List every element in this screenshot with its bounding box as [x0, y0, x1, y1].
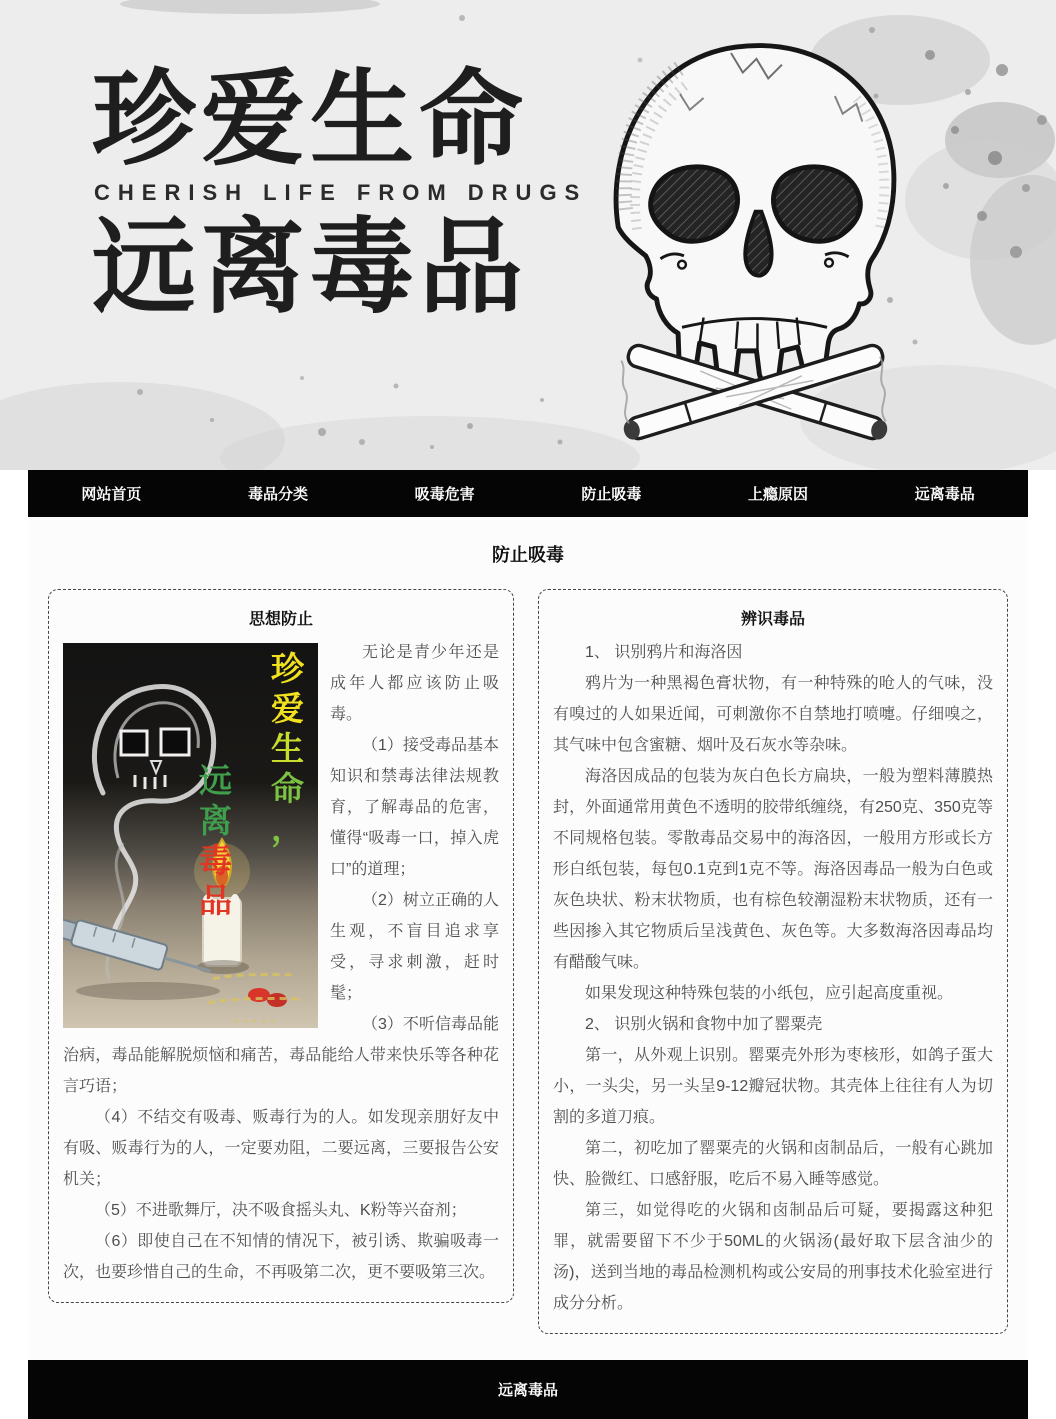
footer: [28, 1360, 1028, 1419]
nav-item-drug-harm[interactable]: 吸毒危害: [414, 486, 475, 503]
right-paragraph: 第一，从外观上识别。罂粟壳外形为枣核形，如鸽子蛋大小，一头尖，另一头呈9-12瓣冠状物。其壳体上往往有人为切割的多道刀痕。: [553, 1047, 993, 1126]
banner-slogan: [92, 62, 587, 327]
nav-item-prevent-drug-use[interactable]: 防止吸毒: [581, 486, 642, 503]
page-title: 防止吸毒: [492, 545, 564, 565]
banner-title-line1: 珍爱生命: [92, 62, 529, 178]
right-paragraph: 第二，初吃加了罂粟壳的火锅和卤制品后，一般有心跳加快、脸微红、口感舒服，吃后不易入睡等感觉。: [553, 1140, 993, 1188]
right-paragraph: 1、 识别鸦片和海洛因: [585, 644, 743, 661]
left-paragraph: （1）接受毒品基本知识和禁毒法律法规教育，了解毒品的危害，懂得“吸毒一口，掉入虎口”的道理；: [330, 737, 499, 878]
right-paragraph: 第三，如觉得吃的火锅和卤制品后可疑，要揭露这种犯罪，就需要留下不少于50ML的火锅汤(最好取下层含油少的汤)，送到当地的毒品检测机构或公安局的刑事技术化验室进行成分分析。: [553, 1202, 993, 1312]
banner-title-line2: 远离毒品: [92, 210, 529, 327]
panel-thought-prevention: [48, 589, 514, 1303]
poster-vertical-text-column2: 远 离 毒 品: [199, 762, 232, 919]
nav-item-drug-categories[interactable]: 毒品分类: [248, 486, 309, 503]
main-content: [28, 517, 1028, 1360]
hero-banner: [0, 0, 1056, 470]
anti-drug-poster-image: [63, 643, 318, 1028]
left-paragraph: （5）不进歌舞厅，决不吸食摇头丸、K粉等兴奋剂；: [95, 1202, 467, 1219]
panel-left-heading: 思想防止: [248, 611, 313, 628]
left-paragraph: （2）树立正确的人生观，不盲目追求享受，寻求刺激，赶时髦；: [330, 892, 499, 1002]
footer-label: 远离毒品: [497, 1382, 558, 1399]
left-paragraph: （3）不听信毒品能治病，毒品能解脱烦恼和痛苦，毒品能给人带来快乐等各种花言巧语；: [63, 1016, 499, 1095]
panel-right-heading: 辨识毒品: [740, 611, 805, 628]
banner-subtitle: CHERISH LIFE FROM DRUGS: [94, 180, 588, 206]
nav-item-home[interactable]: 网站首页: [81, 486, 142, 503]
left-paragraph: 无论是青少年还是成年人都应该防止吸毒。: [330, 644, 499, 723]
main-nav: [28, 470, 1028, 517]
right-paragraph: 海洛因成品的包装为灰白色长方扁块，一般为塑料薄膜热封，外面通常用黄色不透明的胶带纸缠绕，有250克、350克等不同规格包装。零散毒品交易中的海洛因，一般用方形或长方形白纸包装，每包0.1克到1克不等。海洛因毒品一般为白色或灰色块状、粉末状物质，也有棕色较潮湿粉末状物质，还有一些因掺入其它物质后呈浅黄色、灰色等。大多数海洛因毒品均有醋酸气味。: [553, 768, 993, 971]
left-paragraph: （6）即使自己在不知情的情况下，被引诱、欺骗吸毒一次，也要珍惜自己的生命，不再吸第二次，更不要吸第三次。: [63, 1233, 499, 1281]
poster-vertical-text-column1: 珍 爱 生 命 ，: [271, 650, 304, 847]
right-paragraph: 如果发现这种特殊包装的小纸包，应引起高度重视。: [585, 985, 954, 1002]
right-paragraph: 2、 识别火锅和食物中加了罂粟壳: [585, 1016, 823, 1033]
nav-item-stay-away-drugs[interactable]: 远离毒品: [914, 486, 975, 503]
nav-item-addiction-causes[interactable]: 上瘾原因: [748, 486, 809, 503]
content-columns: [28, 589, 1028, 1334]
left-paragraph: （4）不结交有吸毒、贩毒行为的人。如发现亲朋好友中有吸、贩毒行为的人，一定要劝阻，二要远离，三要报告公安机关；: [63, 1109, 499, 1188]
panel-identify-drugs: [538, 589, 1008, 1334]
right-paragraph: 鸦片为一种黑褐色膏状物，有一种特殊的呛人的气味，没有嗅过的人如果近闻，可刺激你不自禁地打喷嚏。仔细嗅之，其气味中包含蜜糖、烟叶及石灰水等杂味。: [553, 675, 993, 754]
